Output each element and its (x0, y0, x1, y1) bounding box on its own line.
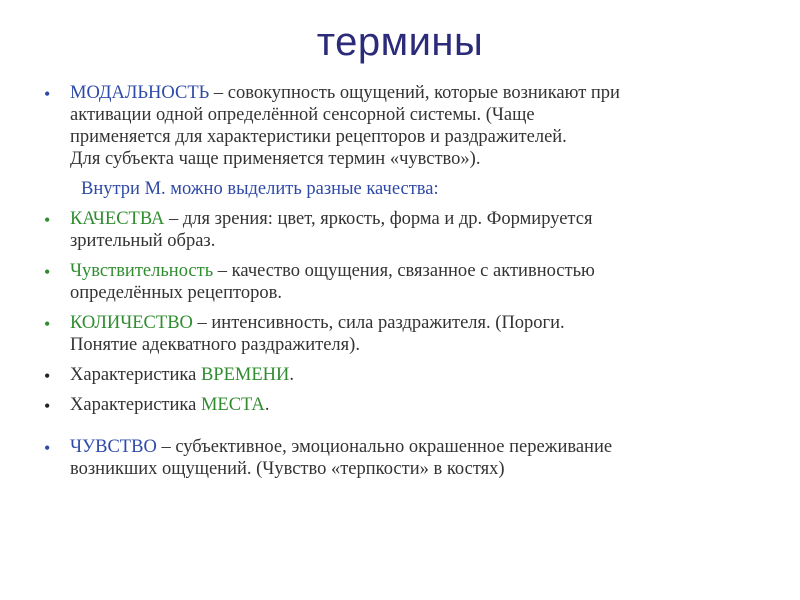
feeling-line-1 (70, 436, 754, 458)
term-modality: МОДАЛЬНОСТЬ (70, 83, 210, 103)
modality-definition-start: – совокупность ощущений, которые возникают при (209, 83, 620, 103)
time-line (70, 364, 754, 386)
slide-title: термины (316, 20, 484, 64)
list-item-sensitivity (44, 260, 754, 304)
list-item-time (44, 364, 754, 386)
bullet-list (44, 82, 754, 488)
bullet-icon: • (44, 262, 51, 282)
modality-line-4: Для субъекта чаще применяется термин «чувство»). (70, 149, 481, 169)
term-quality: КАЧЕСТВА (70, 209, 165, 229)
quantity-definition-start: – интенсивность, сила раздражителя. (Пороги. (192, 313, 565, 333)
bullet-icon: • (44, 438, 51, 458)
bullet-icon: • (44, 396, 51, 416)
bullet-icon: • (44, 366, 51, 386)
place-suffix: . (264, 395, 270, 415)
list-item-quality (44, 208, 754, 252)
bullet-icon: • (44, 210, 51, 230)
quantity-line-1 (70, 312, 754, 334)
list-item-quantity (44, 312, 754, 356)
sensitivity-definition-start: – качество ощущения, связанное с активностью (213, 261, 595, 281)
bullet-icon: • (44, 314, 51, 334)
quality-line-2: зрительный образ. (70, 231, 216, 251)
quantity-line-2: Понятие адекватного раздражителя). (70, 335, 360, 355)
list-item-modality (44, 82, 754, 170)
place-prefix: Характеристика (70, 395, 201, 415)
sensitivity-line-2: определённых рецепторов. (70, 283, 282, 303)
feeling-definition-start: – субъективное, эмоционально окрашенное переживание (156, 437, 613, 457)
feeling-line-2: возникших ощущений. (Чувство «терпкости» в костях) (70, 459, 505, 479)
term-sensitivity: Чувствительность (70, 261, 214, 281)
modality-line-3: применяется для характеристики рецепторов и раздражителей. (70, 127, 567, 147)
sensitivity-line-1 (70, 260, 754, 282)
bullet-icon: • (44, 84, 51, 104)
modality-line-1 (70, 82, 754, 104)
place-line (70, 394, 754, 416)
time-suffix: . (289, 365, 294, 385)
list-item-place (44, 394, 754, 416)
term-place: МЕСТА (200, 395, 265, 415)
list-item-feeling (44, 436, 754, 480)
term-time: ВРЕМЕНИ (200, 365, 290, 385)
term-feeling: ЧУВСТВО (70, 437, 157, 457)
modality-subnote: Внутри М. можно выделить разные качества: (81, 179, 439, 199)
quality-line-1 (70, 208, 754, 230)
time-prefix: Характеристика (70, 365, 201, 385)
modality-line-2: активации одной определённой сенсорной системы. (Чаще (70, 105, 535, 125)
term-quantity: КОЛИЧЕСТВО (70, 313, 193, 333)
quality-definition-start: – для зрения: цвет, яркость, форма и др. Формируется (164, 209, 593, 229)
